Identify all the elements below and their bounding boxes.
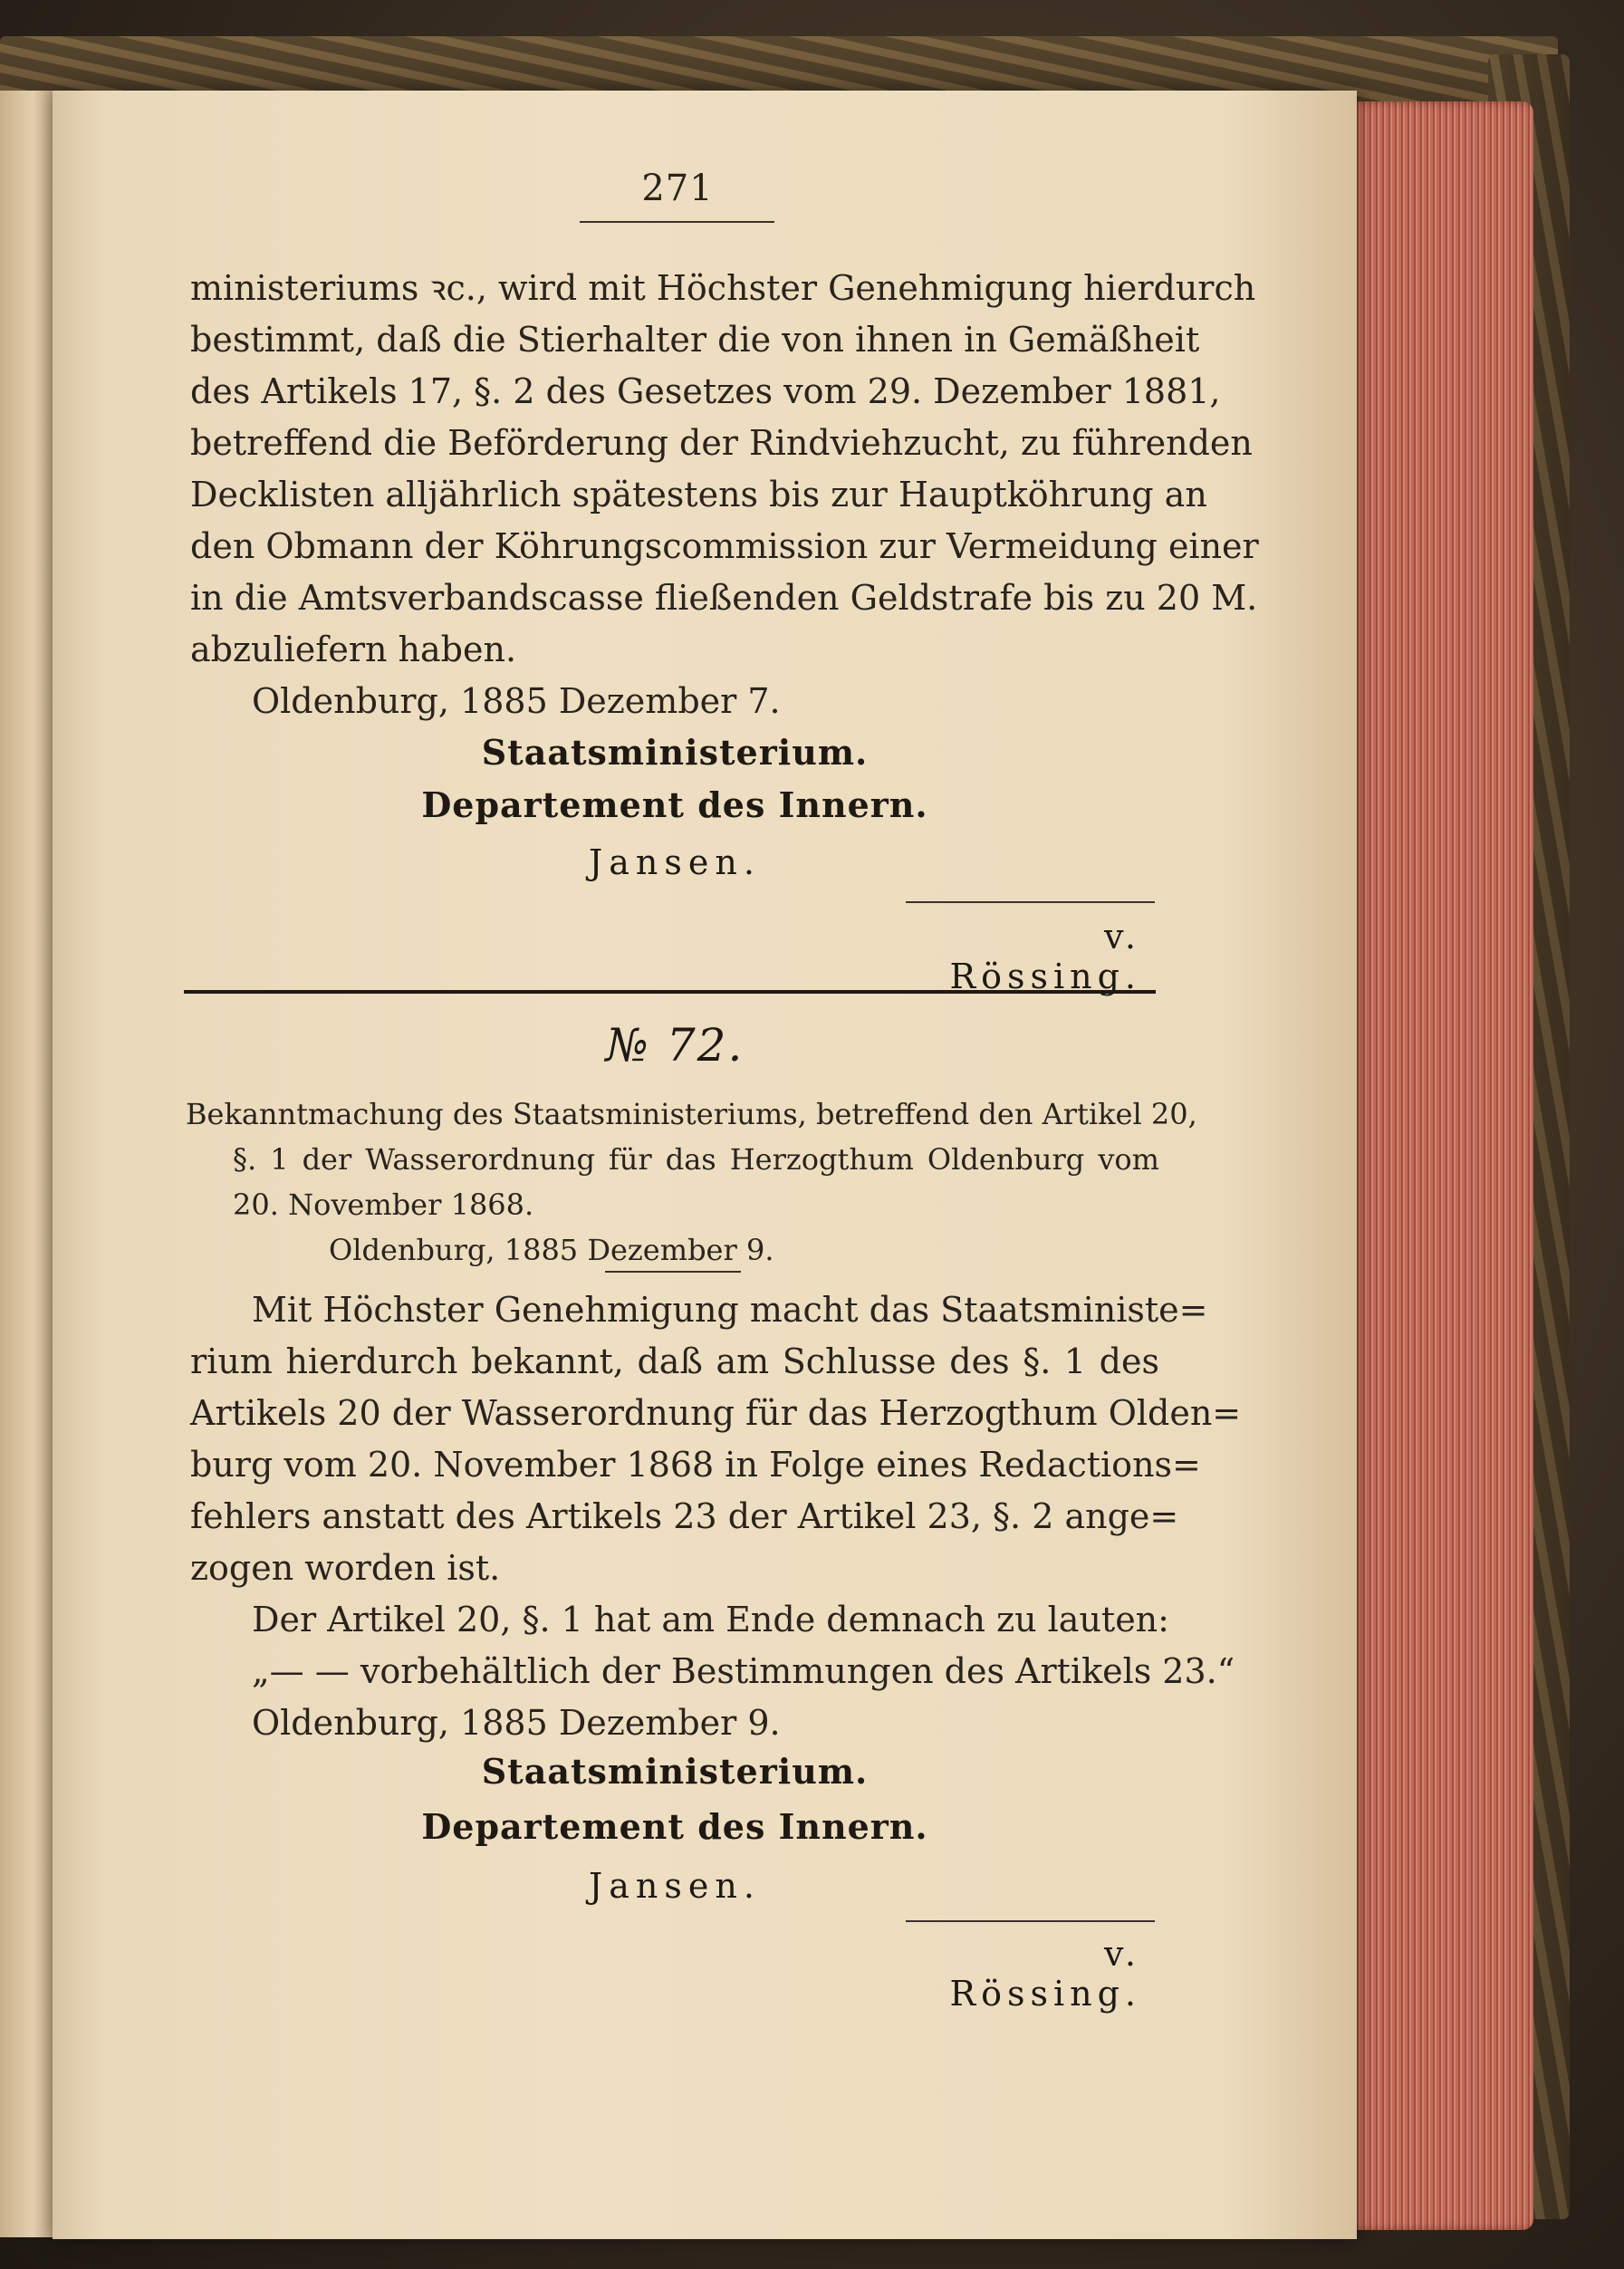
- signature-rule: [906, 901, 1155, 903]
- text-line: Artikels 20 der Wasserordnung für das Herzogthum Olden=: [190, 1393, 1242, 1433]
- section2-signer-left: Jansen.: [589, 1866, 761, 1906]
- signature-rule: [906, 1920, 1155, 1922]
- text-line: des Artikels 17, §. 2 des Gesetzes vom 29. Dezember 1881,: [190, 371, 1221, 411]
- section2-signer-right: v. Rössing.: [949, 1934, 1141, 2014]
- section2-department: Departement des Innern.: [421, 1806, 928, 1847]
- section2-number: № 72.: [605, 1019, 745, 1072]
- text-line: betreffend die Beförderung der Rindviehzucht, zu führenden: [190, 423, 1253, 463]
- text-line: Mit Höchster Genehmigung macht das Staatsministe=: [252, 1290, 1208, 1330]
- section1-signer-right: v. Rössing.: [949, 917, 1141, 996]
- section2-date: Oldenburg, 1885 Dezember 9.: [252, 1703, 781, 1743]
- text-line: ministeriums ꝛc., wird mit Höchster Genehmigung hierdurch: [190, 268, 1256, 308]
- title-line: 20. November 1868.: [233, 1187, 534, 1222]
- red-page-edges: [1348, 101, 1533, 2230]
- section2-title-date: Oldenburg, 1885 Dezember 9.: [329, 1233, 774, 1267]
- title-line: §. 1 der Wasserordnung für das Herzogthum Oldenburg vom: [233, 1142, 1159, 1177]
- page-number: 271: [641, 168, 714, 209]
- text-line: den Obmann der Köhrungscommission zur Vermeidung einer: [190, 526, 1259, 566]
- text-line: burg vom 20. November 1868 in Folge eines Redactions=: [190, 1445, 1201, 1485]
- section2-authority: Staatsministerium.: [481, 1751, 869, 1792]
- section2-body: [190, 1284, 1242, 1749]
- text-line: zogen worden ist.: [190, 1548, 501, 1588]
- text-line: bestimmt, daß die Stierhalter die von ihnen in Gemäßheit: [190, 320, 1200, 360]
- text-line: rium hierdurch bekannt, daß am Schlusse des §. 1 des: [190, 1341, 1159, 1381]
- section1-authority: Staatsministerium.: [481, 732, 869, 773]
- text-line: fehlers anstatt des Artikels 23 der Artikel 23, §. 2 ange=: [190, 1496, 1179, 1536]
- section1-signer-left: Jansen.: [589, 842, 761, 882]
- text-line: „— — vorbehältlich der Bestimmungen des Artikels 23.“: [252, 1651, 1235, 1691]
- section1-department: Departement des Innern.: [421, 784, 928, 825]
- section2-title: [186, 1091, 1197, 1273]
- section1-text: [190, 263, 1259, 727]
- title-rule: [605, 1271, 741, 1273]
- text-line: Decklisten alljährlich spätestens bis zur Hauptköhrung an: [190, 475, 1207, 514]
- text-line: in die Amtsverbandscasse fließenden Geldstrafe bis zu 20 M.: [190, 578, 1258, 618]
- section-divider: [184, 990, 1156, 994]
- text-line: abzuliefern haben.: [190, 630, 517, 669]
- section1-date: Oldenburg, 1885 Dezember 7.: [252, 681, 781, 721]
- title-line: Bekanntmachung des Staatsministeriums, betreffend den Artikel 20,: [186, 1097, 1197, 1131]
- text-line: Der Artikel 20, §. 1 hat am Ende demnach zu lauten:: [252, 1600, 1169, 1639]
- page-number-rule: [580, 221, 774, 223]
